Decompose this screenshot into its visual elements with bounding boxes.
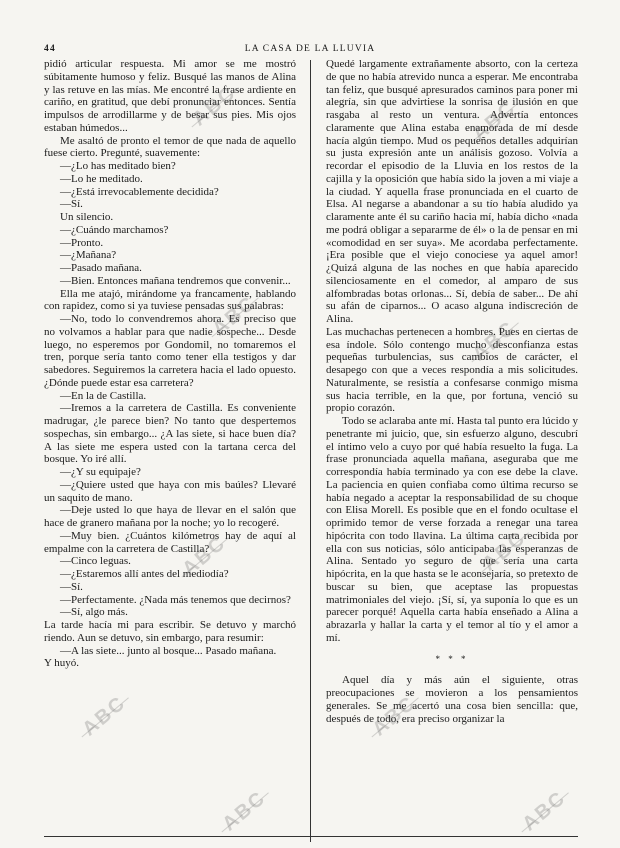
bottom-rule [44,836,578,837]
watermark-abc: ABC [178,531,231,581]
watermark-abc: ABC [478,526,531,576]
paragraph: Todo se aclaraba ante mí. Hasta tal punto era lúcido y penetrante mi juicio, que, sin esfuerzo alguno, descubrí el íntimo velo a cuyo por qué había resuelto la fuga. La frase pronunciada aquella mañana, aseguraba que me correspondía había terminado ya con ese debe la clave. La paciencia en quien confiaba como última recurso se había negado a aceptar la responsabilidad de su choque con Elisa Morell. Es posible que en el fondo ocultase el oprimido temor de verse forzada a renegar una tarea hipócrita con todo llavina. La última carta recibida por ella con sus noticias, sólo anticipaba las esperanzas de Alina. Sentado yo seguro de que sería una carta hipócrita, en la que hasta se le aconsejaría, so pretexto de buscar su bien, que aceptase las propuestas matrimoniales del viejo. ¡Sí, sí, ya suponía lo que es un parecer porqué! Aquella carta había enseñado a Alina a abrazarla y hallar la carta y el temor al tío y el amor a mí. [326,415,578,644]
paragraph: —¿Lo has meditado bien? [60,160,176,172]
paragraph: —¿Cuándo marchamos? [60,223,169,236]
paragraph: —Perfectamente. ¿Nada más tenemos que decirnos? [60,593,291,606]
paragraph: —¿Mañana? [60,249,117,262]
right-column [326,58,578,844]
page-number: 44 [44,44,56,54]
paragraph: —¿Está irrevocablemente decidida? [60,185,219,198]
paragraph: —¿Estaremos allí antes del mediodía? [60,568,229,580]
paragraph: —Cinco leguas. [60,555,131,568]
paragraph: —Deje usted lo que haya de llevar en el salón que hace de granero mañana por la noche; yo lo recogeré. [44,504,296,529]
paragraph: —A las siete... junto al bosque... Pasado mañana. [60,644,277,657]
paragraph: —Muy bien. ¿Cuántos kilómetros hay de aquí al empalme con la carretera de Castilla? [44,529,296,555]
paragraph: —Lo he meditado. [60,172,143,185]
paragraph: —Pronto. [60,236,104,249]
watermark-abc: ABC [468,96,521,146]
column-divider [310,60,311,842]
watermark-abc: ABC [518,786,571,836]
paragraph: —No, todo lo convendremos ahora. Es preciso que no volvamos a hablar para que nadie sospeche... Desde luego, no esperemos por Gondomil, no tomaremos el tren, porque sería tanto como tener ella testigos y dar sabedores. Seguiremos la carretera hacia el lado opuesto. ¿Dónde puede estar esa carretera? [44,313,296,389]
section-ornament: * * * [435,653,469,664]
page-header [44,44,576,58]
paragraph: La tarde hacía mi para escribir. Se detuvo y marchó riendo. Aun se detuvo, sin embargo, para resumir: [44,619,296,644]
paragraph: —Pasado mañana. [60,262,142,274]
paragraph: Quedé largamente extrañamente absorto, con la certeza de que no había atrevido nunca a esperar. Me encontraba tan feliz, que busqué apresurados caminos para poner mi alegría, sin que advirtiese la sonrisa de ilusión en que rasgaba al resto un ventura. Advertía entonces claramente que Alina estaba enamorada de mí desde hacía algún tiempo. Mud os pequeños detalles adquirían su justa expresión ante un análisis gozoso. Volvía a recordar el episodio de la Lluvia en los restos de la cajilla y la oposición que había sido la joven a mi viaje a la ciudad. Y aquella frase pronunciada en el cuarto de Elsa. Al negarse a abandonar a su tío había aludido ya claramente ante él su cariño hacia mí, había dicho «nada me podrá obligar a separarme de él» o la de pensar en mi «comodidad en ser suya». Me acordaba perfectamente. ¡Era posible que el viejo conociese ya aquel amor! ¿Quizá alguna de las noches en que había aparecido silenciosamente en el comedor, al amparo de sus alfombradas botas orlonas... Sí, debía de saber... De ahí su afán de ciparnos... O acaso alguna indiscreción de Alina. [326,58,578,325]
paragraph: —Sí, algo más. [60,606,128,619]
watermark-abc: ABC [218,786,271,836]
paragraph: Y huyó. [44,657,80,670]
paragraph: Ella me atajó, mirándome ya francamente, hablando con rapidez, como si ya tuviese pensadas sus palabras: [44,287,296,313]
paragraph: Las muchachas pertenecen a hombres. Pues en ciertas de esa índole. Sólo contengo mucho desconfianza estas pequeñas turbulencias, sus cambios de carácter, el desapego con que a veces respondía a mis solicitudes. Naturalmente, se resistía a confesarse conmigo misma sus hacia terrible, en la que, por fortuna, venció su propio corazón. [326,325,578,415]
paragraph: Me asaltó de pronto el temor de que nada de aquello fuese cierto. Pregunté, suavemente: [44,134,296,160]
paragraph: pidió articular respuesta. Mi amor se me mostró súbitamente humoso y feliz. Busqué las manos de Alina y las retuve en las mías. Me encontré la frase ardiente en cariño, en gratitud, que debí pronunciar entonces. Sentía impulsos de arrodillarme y de besar sus pies. Mis ojos estaban húmedos... [44,58,296,134]
paragraph: Un silencio. [60,211,114,223]
left-column [44,58,296,844]
watermark-abc: ABC [78,691,131,741]
watermark-abc: ABC [468,316,521,366]
watermark-abc: ABC [208,291,261,341]
paragraph: —Sí. [60,580,83,593]
paragraph: —Iremos a la carretera de Castilla. Es conveniente madrugar, ¿le parece bien? No tanto que despertemos sospechas, sin embargo... ¿A las siete, si hace buen día? A las siete me espera usted con la tartana cerca del bosque. Yo iré allí. [44,402,296,466]
watermark-abc: ABC [188,81,241,131]
paragraph: —¿Y su equipaje? [60,466,141,478]
paragraph: —En la de Castilla. [60,389,147,402]
running-title: LA CASA DE LA LLUVIA [244,44,376,54]
paragraph: —¿Quiere usted que haya con mis baúles? Llevaré un saquito de mano. [44,478,296,504]
paragraph: —Sí. [60,198,83,211]
watermark-abc: ABC [368,691,421,741]
paragraph: Aquel día y más aún el siguiente, otras preocupaciones se movieron a los pensamientos generales. Se me acertó una cosa bien sencilla: que, después de todo, era preciso organizar la [326,674,578,725]
paragraph: —Bien. Entonces mañana tendremos que convenir... [60,274,291,287]
